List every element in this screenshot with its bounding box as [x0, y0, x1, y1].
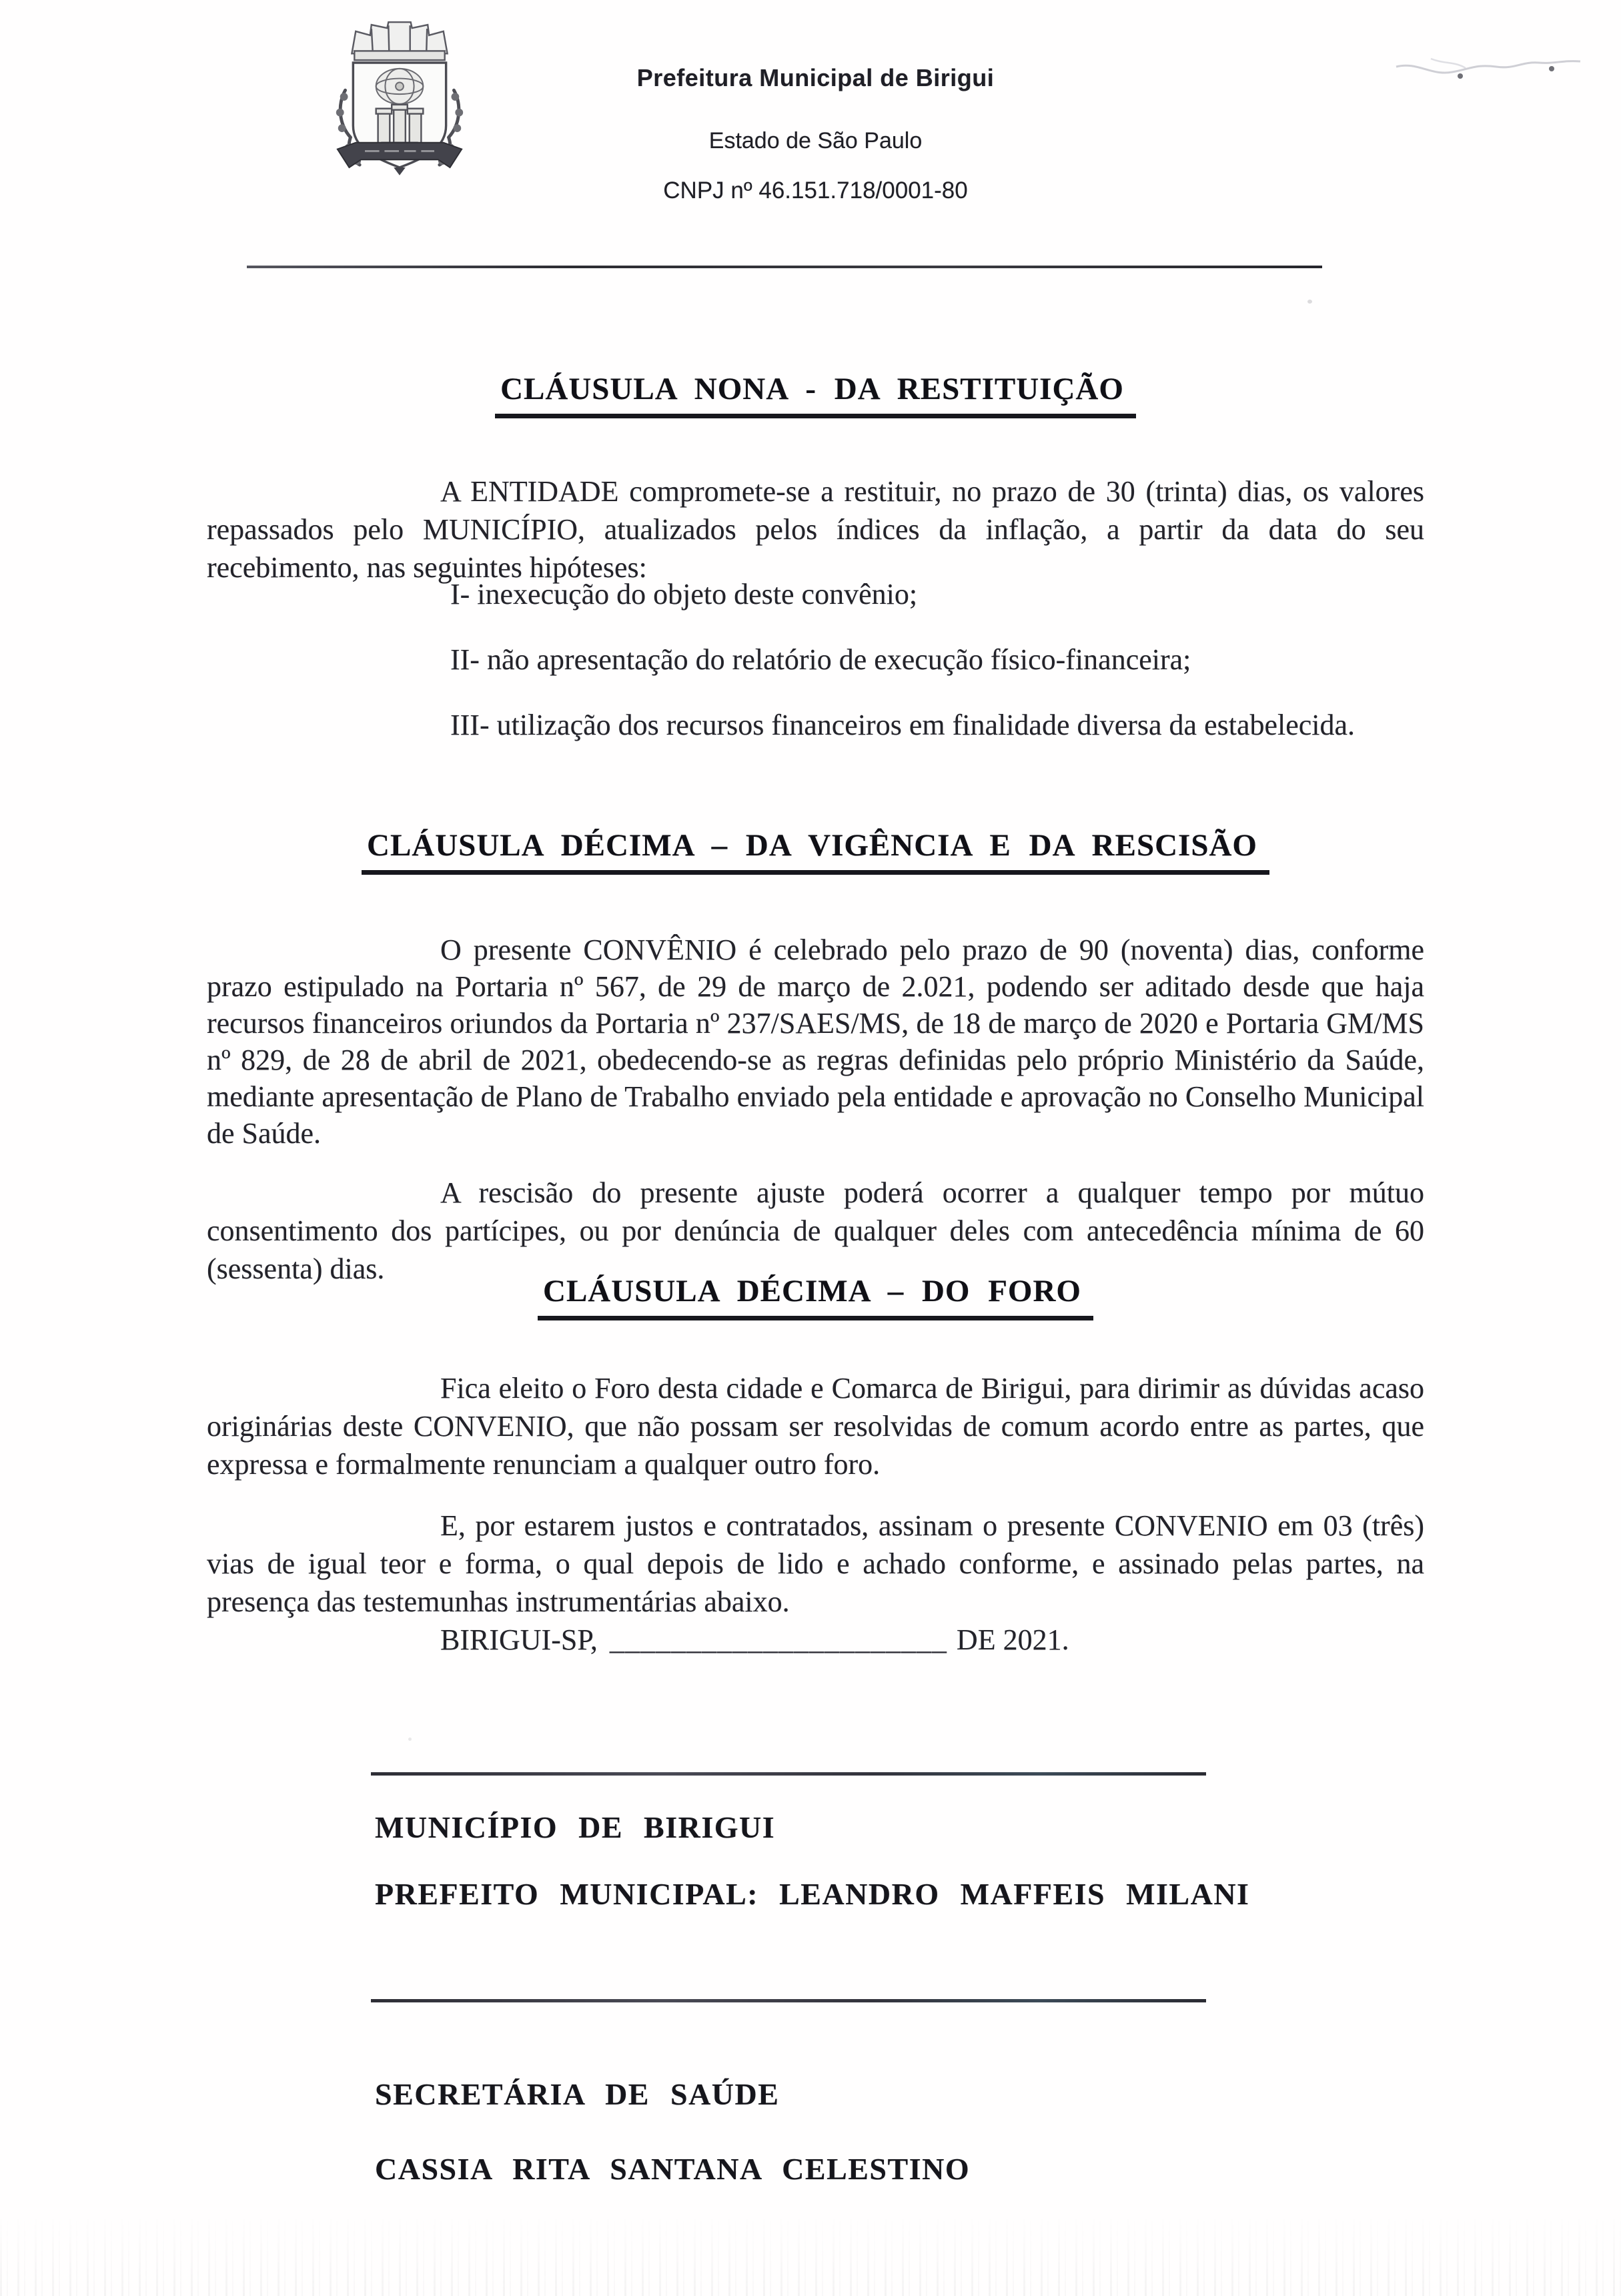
signatory-entity: MUNICÍPIO DE BIRIGUI [375, 1810, 776, 1844]
list-item: II- não apresentação do relatório de execução físico-financeira; [450, 643, 1191, 676]
signatory-entity: SECRETÁRIA DE SAÚDE [375, 2077, 780, 2111]
dateline [207, 1623, 1424, 1657]
clause-vigencia-paragraph-2: A rescisão do presente ajuste poderá ocorrer a qualquer tempo por mútuo consentimento dos partícipes, ou por denúncia de qualquer deles com antecedência mínima de 60 (sessenta) dias. [207, 1176, 1424, 1285]
clause-foro-paragraph-1: Fica eleito o Foro desta cidade e Comarca de Birigui, para dirimir as dúvidas acaso originárias deste CONVENIO, que não possam ser resolvidas de comum acordo entre as partes, que expressa e formalmente renunciam a qualquer outro foro. [207, 1372, 1424, 1481]
org-name: Prefeitura Municipal de Birigui [636, 64, 995, 91]
header-divider [247, 266, 1322, 268]
signatory-name: PREFEITO MUNICIPAL: LEANDRO MAFFEIS MILANI [375, 1877, 1250, 1911]
org-cnpj: CNPJ nº 46.151.718/0001-80 [663, 177, 968, 204]
hypothesis-list [450, 575, 1451, 771]
signatory-name: CASSIA RITA SANTANA CELESTINO [375, 2152, 971, 2186]
clause-nona-paragraph: A ENTIDADE compromete-se a restituir, no prazo de 30 (trinta) dias, os valores repassados pelo MUNICÍPIO, atualizados pelos índices da inflação, a partir da data do seu recebimento, nas seguintes hipóteses: [207, 475, 1424, 584]
dateline-blank-line: ______________________ [609, 1623, 947, 1656]
clause-nona-title: CLÁUSULA NONA - DA RESTITUIÇÃO [207, 371, 1424, 418]
list-item: I- inexecução do objeto deste convênio; [450, 578, 918, 611]
clause-vigencia-paragraph-1: O presente CONVÊNIO é celebrado pelo prazo de 90 (noventa) dias, conforme prazo estipulado na Portaria nº 567, de 29 de março de 2.021, podendo ser aditado desde que haja recursos financeiros oriundos da Portaria nº 237/SAES/MS, de 18 de março de 2020 e Portaria GM/MS nº 829, de 28 de abril de 2021, obedecendo-se as regras definidas pelo próprio Ministério da Saúde, mediante apresentação de Plano de Trabalho enviado pela entidade e aprovação no Conselho Municipal de Saúde. [207, 933, 1424, 1150]
scan-speck [408, 1738, 412, 1741]
list-item: III- utilização dos recursos financeiros em finalidade diversa da estabelecida. [450, 709, 1356, 741]
scan-speck [1307, 300, 1312, 304]
org-state: Estado de São Paulo [708, 128, 923, 153]
clause-vigencia-title: CLÁUSULA DÉCIMA – DA VIGÊNCIA E DA RESCISÃO [207, 827, 1424, 875]
clause-foro-title: CLÁUSULA DÉCIMA – DO FORO [207, 1273, 1424, 1320]
scan-edge-noise [0, 2216, 1621, 2296]
dateline-city: BIRIGUI-SP, [440, 1623, 598, 1656]
pencil-scribble [1391, 41, 1591, 101]
dateline-year: DE 2021. [956, 1623, 1069, 1656]
signature-line [371, 1772, 1206, 1776]
signature-line [371, 1999, 1206, 2002]
clause-foro-paragraph-2: E, por estarem justos e contratados, assinam o presente CONVENIO em 03 (três) vias de igual teor e forma, o qual depois de lido e achado conforme, e assinado pelas partes, na presença das testemunhas instrumentárias abaixo. [207, 1509, 1424, 1618]
